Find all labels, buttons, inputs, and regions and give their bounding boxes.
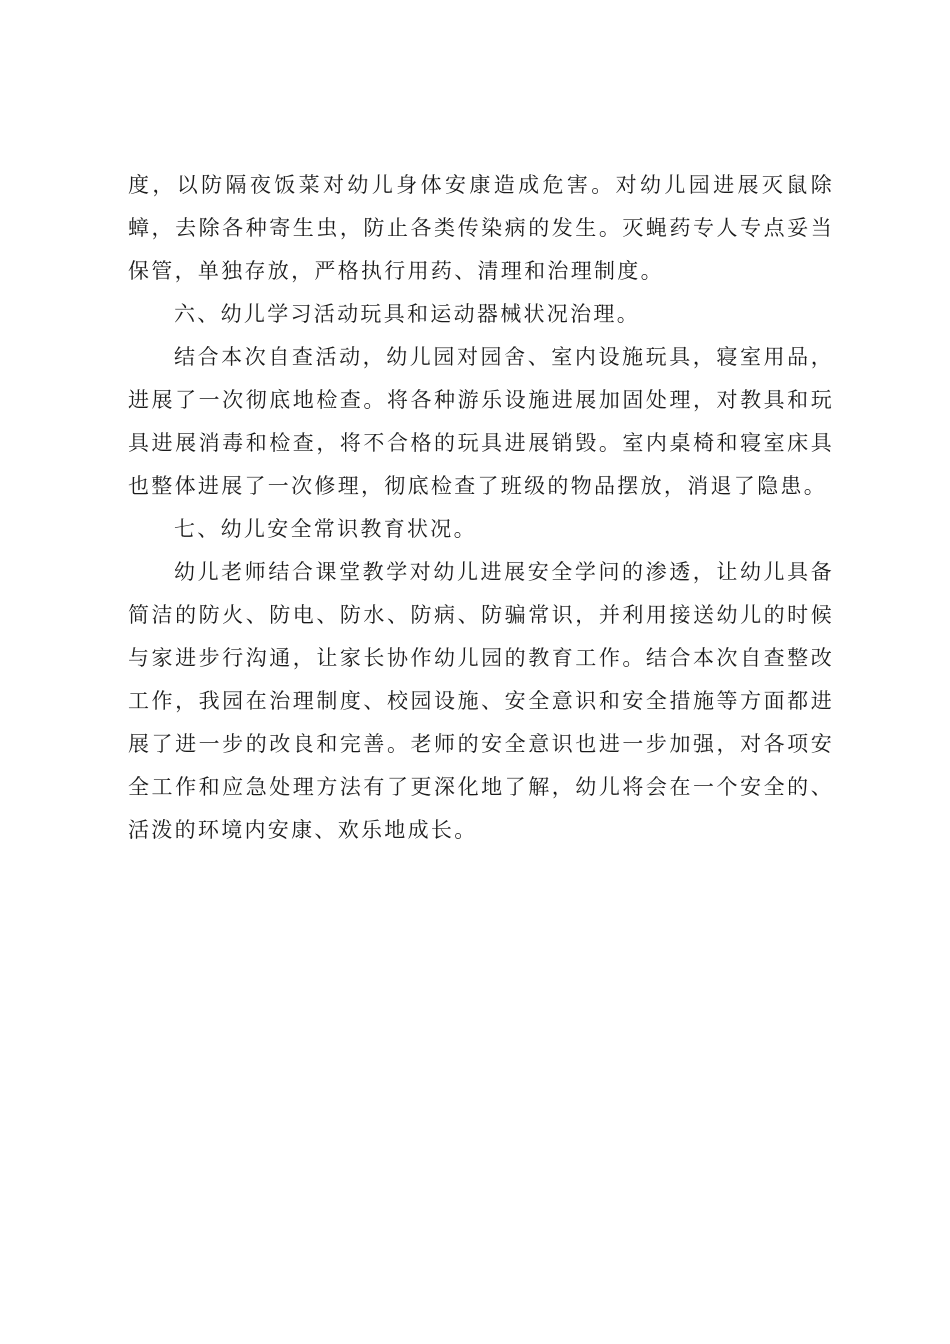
document-body xyxy=(128,164,834,852)
paragraph-safety-education: 幼儿老师结合课堂教学对幼儿进展安全学问的渗透，让幼儿具备简洁的防火、防电、防水、防病、防骗常识，并利用接送幼儿的时候与家进步行沟通，让家长协作幼儿园的教育工作。结合本次自查整改工作，我园在治理制度、校园设施、安全意识和安全措施等方面都进展了进一步的改良和完善。老师的安全意识也进一步加强，对各项安全工作和应急处理方法有了更深化地了解，幼儿将会在一个安全的、活泼的环境内安康、欢乐地成长。 xyxy=(128,560,834,842)
paragraph-continuation: 度，以防隔夜饭菜对幼儿身体安康造成危害。对幼儿园进展灭鼠除蟑，去除各种寄生虫，防止各类传染病的发生。灭蝇药专人专点妥当保管，单独存放，严格执行用药、清理和治理制度。 xyxy=(128,173,834,283)
section-heading-six: 六、幼儿学习活动玩具和运动器械状况治理。 xyxy=(174,302,640,326)
paragraph-facilities-check: 结合本次自查活动，幼儿园对园舍、室内设施玩具，寝室用品，进展了一次彻底地检查。将各种游乐设施进展加固处理，对教具和玩具进展消毒和检查，将不合格的玩具进展销毁。室内桌椅和寝室床具也整体进展了一次修理，彻底检查了班级的物品摆放，消退了隐患。 xyxy=(128,345,834,498)
section-heading-seven: 七、幼儿安全常识教育状况。 xyxy=(174,517,477,541)
